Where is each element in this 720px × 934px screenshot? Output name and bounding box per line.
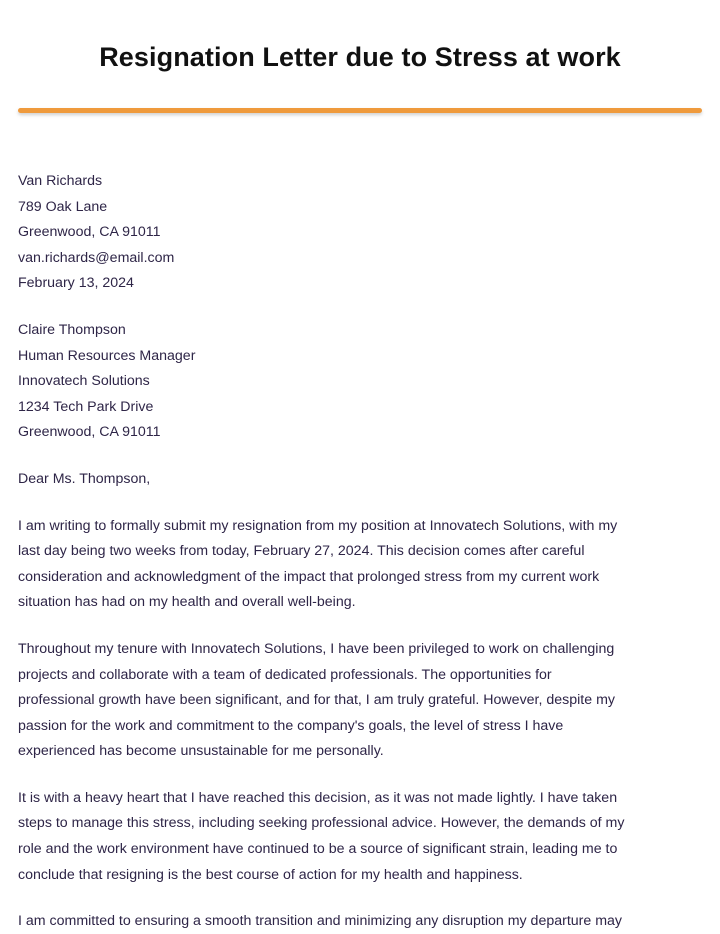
paragraph-line: role and the work environment have continued to be a source of significant strain, leading me to (18, 841, 618, 858)
paragraph-3 (18, 786, 694, 888)
recipient-company: Innovatech Solutions (18, 373, 150, 390)
paragraph-line: last day being two weeks from today, February 27, 2024. This decision comes after careful (18, 543, 585, 560)
paragraph-line: I am writing to formally submit my resignation from my position at Innovatech Solutions, with my (18, 517, 618, 534)
title-underline (18, 108, 702, 113)
recipient-name: Claire Thompson (18, 321, 126, 338)
letter-body (18, 169, 694, 934)
paragraph-line: steps to manage this stress, including seeking professional advice. However, the demands of my (18, 815, 625, 832)
sender-city: Greenwood, CA 91011 (18, 224, 161, 241)
letter-date: February 13, 2024 (18, 275, 134, 292)
sender-email: van.richards@email.com (18, 249, 175, 266)
paragraph-line: situation has had on my health and overall well-being. (18, 594, 356, 611)
paragraph-line: conclude that resigning is the best course of action for my health and happiness. (18, 866, 523, 883)
sender-address (18, 169, 694, 297)
paragraph-4 (18, 909, 694, 934)
paragraph-line: It is with a heavy heart that I have reached this decision, as it was not made lightly. I have taken (18, 789, 618, 806)
paragraph-line: consideration and acknowledgment of the impact that prolonged stress from my current work (18, 568, 600, 585)
paragraph-line: projects and collaborate with a team of dedicated professionals. The opportunities for (18, 666, 552, 683)
paragraph-line: I am committed to ensuring a smooth transition and minimizing any disruption my departure may (18, 913, 623, 930)
document-title: Resignation Letter due to Stress at work (99, 42, 621, 72)
paragraph-line: passion for the work and commitment to the company's goals, the level of stress I have (18, 717, 564, 734)
sender-street: 789 Oak Lane (18, 198, 108, 215)
salutation: Dear Ms. Thompson, (18, 470, 151, 487)
paragraph-line: professional growth have been significant, and for that, I am truly grateful. However, despite my (18, 692, 615, 709)
recipient-title: Human Resources Manager (18, 347, 196, 364)
paragraph-1 (18, 514, 694, 616)
recipient-city: Greenwood, CA 91011 (18, 424, 161, 441)
paragraph-2 (18, 637, 694, 765)
recipient-street: 1234 Tech Park Drive (18, 398, 154, 415)
paragraph-line: Throughout my tenure with Innovatech Solutions, I have been privileged to work on challenging (18, 640, 615, 657)
sender-name: Van Richards (18, 173, 103, 189)
recipient-address (18, 318, 694, 446)
paragraph-line: experienced has become unsustainable for me personally. (18, 743, 384, 760)
